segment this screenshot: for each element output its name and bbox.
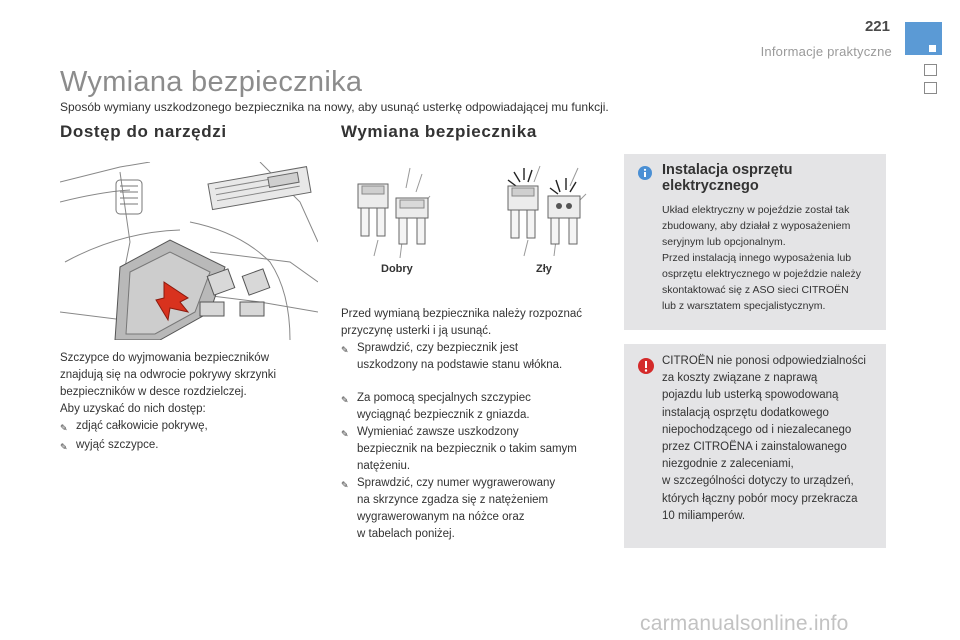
list-item	[60, 437, 320, 456]
bullet-icon: ✎	[341, 395, 349, 405]
text-line: niepochodzącego od i niezalecanego	[662, 423, 852, 436]
good-fuse-icon	[350, 160, 440, 260]
text-line: skontaktować się z ASO sieci CITROËN	[662, 284, 849, 296]
chapter-tab-2[interactable]	[924, 64, 937, 76]
intro-text: Sposób wymiany uszkodzonego bezpiecznika na nowy, aby usunąć usterkę odpowiadającej mu funkcji.	[60, 100, 609, 114]
list-item-text: wyjąć szczypce.	[76, 439, 159, 451]
text-line: Przed wymianą bezpiecznika należy rozpoznać	[341, 308, 582, 320]
list-item-text: Sprawdzić, czy numer wygrawerowany na skrzynce zgadza się z natężeniem wygrawerowanym na nóżce oraz w tabelach poniżej.	[357, 477, 556, 540]
text-line: CITROËN nie ponosi odpowiedzialności	[662, 355, 866, 367]
text-line: których łączny pobór mocy przekracza	[662, 492, 858, 505]
list-item-text: Za pomocą specjalnych szczypiec wyciągnąć bezpiecznik z gniazda.	[357, 392, 531, 421]
bullet-icon: ✎	[60, 442, 68, 452]
chapter-tab-active[interactable]	[905, 22, 942, 55]
text-line: znajdują się na odwrocie pokrywy skrzynki	[60, 369, 277, 381]
blown-fuse-label: Zły	[536, 263, 552, 275]
replace-intro	[341, 306, 611, 374]
text-line: przez CITROËNA i zainstalowanego	[662, 441, 847, 454]
chapter-tab-3[interactable]	[924, 82, 937, 94]
bullet-icon: ✎	[60, 423, 68, 433]
bullet-icon: ✎	[341, 480, 349, 490]
info-title: Instalacja osprzętu elektrycznego	[662, 162, 793, 194]
text-line: bezpieczników w desce rozdzielczej.	[60, 386, 247, 398]
text-line: za koszty związane z naprawą	[662, 372, 818, 385]
watermark: carmanualsonline.info	[640, 612, 849, 635]
good-fuse-label: Dobry	[381, 263, 413, 275]
text-line: pojazdu lub usterką spowodowaną	[662, 389, 839, 402]
list-item-text: Sprawdzić, czy bezpiecznik jest uszkodzony na podstawie stanu włókna.	[357, 342, 563, 371]
bullet-icon: ✎	[341, 429, 349, 439]
list-item-text: Wymieniać zawsze uszkodzony bezpiecznik na bezpiecznik o takim samym natężeniu.	[357, 426, 577, 472]
info-text	[662, 202, 874, 314]
text-line: lub z warsztatem specjalistycznym.	[662, 300, 826, 312]
access-instructions	[60, 350, 320, 456]
text-line: przyczynę usterki i ją usunąć.	[341, 325, 492, 337]
page-title: Wymiana bezpiecznika	[60, 66, 363, 98]
text-line: 10 miliamperów.	[662, 509, 746, 522]
text-line: Szczypce do wyjmowania bezpieczników	[60, 352, 270, 364]
dashboard-fuse-box-icon	[60, 162, 318, 340]
text-line: niezgodnie z zaleceniami,	[662, 458, 794, 471]
list-item	[341, 475, 611, 543]
bullet-icon: ✎	[341, 345, 349, 355]
blown-fuse-icon	[500, 160, 590, 260]
text-line: seryjnym lub opcjonalnym.	[662, 236, 786, 248]
text-line: instalacją osprzętu dodatkowego	[662, 406, 829, 419]
warning-icon	[638, 358, 654, 374]
text-line: zbudowany, aby działał z wyposażeniem	[662, 220, 851, 232]
chapter-title: Informacje praktyczne	[760, 44, 892, 59]
page-number: 221	[864, 18, 890, 35]
list-item	[341, 340, 611, 374]
list-item-text: zdjąć całkowicie pokrywę,	[76, 420, 208, 432]
text-line: w szczególności dotyczy to urządzeń,	[662, 475, 854, 488]
replace-steps	[341, 390, 611, 543]
info-icon	[638, 166, 652, 180]
list-item	[60, 418, 320, 437]
warning-box	[624, 344, 886, 548]
section-heading-access: Dostęp do narzędzi	[60, 122, 227, 141]
list-item	[341, 424, 611, 475]
text-line: osprzętu elektrycznego w pojeździe należy	[662, 268, 862, 280]
info-box	[624, 154, 886, 330]
text-line: Przed instalacją innego wyposażenia lub	[662, 252, 852, 264]
section-heading-replace: Wymiana bezpiecznika	[341, 122, 537, 141]
tab-marker-icon	[929, 45, 936, 52]
list-item	[341, 390, 611, 424]
warning-text	[662, 353, 877, 525]
text-line: Aby uzyskać do nich dostęp:	[60, 403, 206, 415]
text-line: Układ elektryczny w pojeździe został tak	[662, 204, 850, 216]
